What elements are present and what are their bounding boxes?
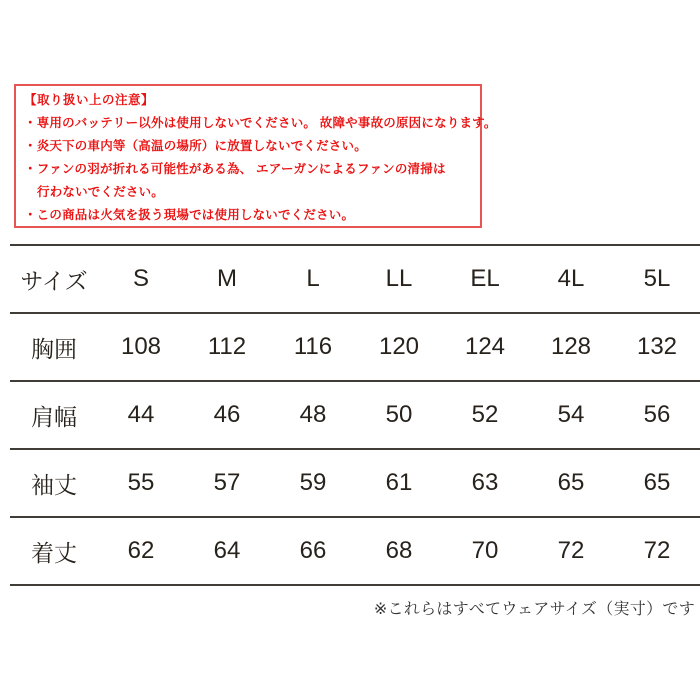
cell-sleeve-5l: 65 bbox=[643, 469, 671, 496]
wear-size-footnote: ※これらはすべてウェアサイズ（実寸）です bbox=[373, 601, 695, 618]
notice-title: 【取り扱い上の注意】 bbox=[24, 93, 155, 107]
cell-length-m: 64 bbox=[213, 537, 241, 564]
cell-chest-l: 116 bbox=[293, 333, 333, 360]
row-label-shoulder: 肩幅 bbox=[31, 403, 77, 430]
cell-sleeve-el: 63 bbox=[471, 469, 499, 496]
size-spec-table bbox=[10, 244, 700, 586]
header-col-l: L bbox=[306, 265, 320, 292]
notice-line-battery: ・専用のバッテリー以外は使用しないでください。 故障や事故の原因になります。 bbox=[24, 116, 497, 130]
notice-line-fan: ・ファンの羽が折れる可能性がある為、 エアーガンによるファンの清掃は bbox=[24, 162, 446, 176]
cell-sleeve-s: 55 bbox=[127, 469, 155, 496]
cell-sleeve-m: 57 bbox=[213, 469, 241, 496]
cell-shoulder-s: 44 bbox=[127, 401, 155, 428]
header-col-m: M bbox=[217, 265, 237, 292]
row-label-chest: 胸囲 bbox=[31, 335, 77, 362]
cell-chest-m: 112 bbox=[207, 333, 247, 360]
cell-sleeve-ll: 61 bbox=[385, 469, 413, 496]
cell-shoulder-l: 48 bbox=[299, 401, 327, 428]
notice-line-heat: ・炎天下の車内等（高温の場所）に放置しないでください。 bbox=[24, 139, 367, 153]
table-row-sleeve bbox=[10, 449, 700, 517]
notice-line-fire: ・この商品は火気を扱う現場では使用しないでください。 bbox=[24, 208, 355, 222]
cell-length-s: 62 bbox=[127, 537, 155, 564]
cell-length-ll: 68 bbox=[385, 537, 413, 564]
cell-shoulder-el: 52 bbox=[471, 401, 499, 428]
row-label-sleeve: 袖丈 bbox=[31, 471, 77, 498]
cell-shoulder-m: 46 bbox=[213, 401, 241, 428]
cell-length-l: 66 bbox=[299, 537, 327, 564]
cell-chest-s: 108 bbox=[120, 333, 162, 360]
cell-sleeve-4l: 65 bbox=[557, 469, 585, 496]
handling-notice-box bbox=[14, 84, 497, 228]
table-row-shoulder bbox=[10, 381, 700, 449]
cell-shoulder-5l: 56 bbox=[643, 401, 671, 428]
cell-shoulder-4l: 54 bbox=[557, 401, 585, 428]
header-col-5l: 5L bbox=[643, 265, 671, 292]
header-col-el: EL bbox=[470, 265, 500, 292]
cell-chest-5l: 132 bbox=[636, 333, 678, 360]
row-label-length: 着丈 bbox=[31, 539, 77, 566]
table-row-chest bbox=[10, 313, 700, 381]
cell-chest-el: 124 bbox=[464, 333, 506, 360]
header-col-s: S bbox=[132, 265, 149, 292]
table-row-length bbox=[10, 517, 700, 585]
cell-sleeve-l: 59 bbox=[299, 469, 327, 496]
cell-length-5l: 72 bbox=[643, 537, 671, 564]
cell-length-4l: 72 bbox=[557, 537, 585, 564]
cell-chest-4l: 128 bbox=[550, 333, 592, 360]
notice-line-fan-continued: 行わないでください。 bbox=[37, 185, 165, 199]
cell-length-el: 70 bbox=[471, 537, 499, 564]
header-col-ll: LL bbox=[385, 265, 413, 292]
cell-shoulder-ll: 50 bbox=[385, 401, 413, 428]
table-header-row bbox=[10, 245, 700, 313]
header-label-size: サイズ bbox=[20, 267, 88, 294]
header-col-4l: 4L bbox=[557, 265, 585, 292]
cell-chest-ll: 120 bbox=[378, 333, 420, 360]
